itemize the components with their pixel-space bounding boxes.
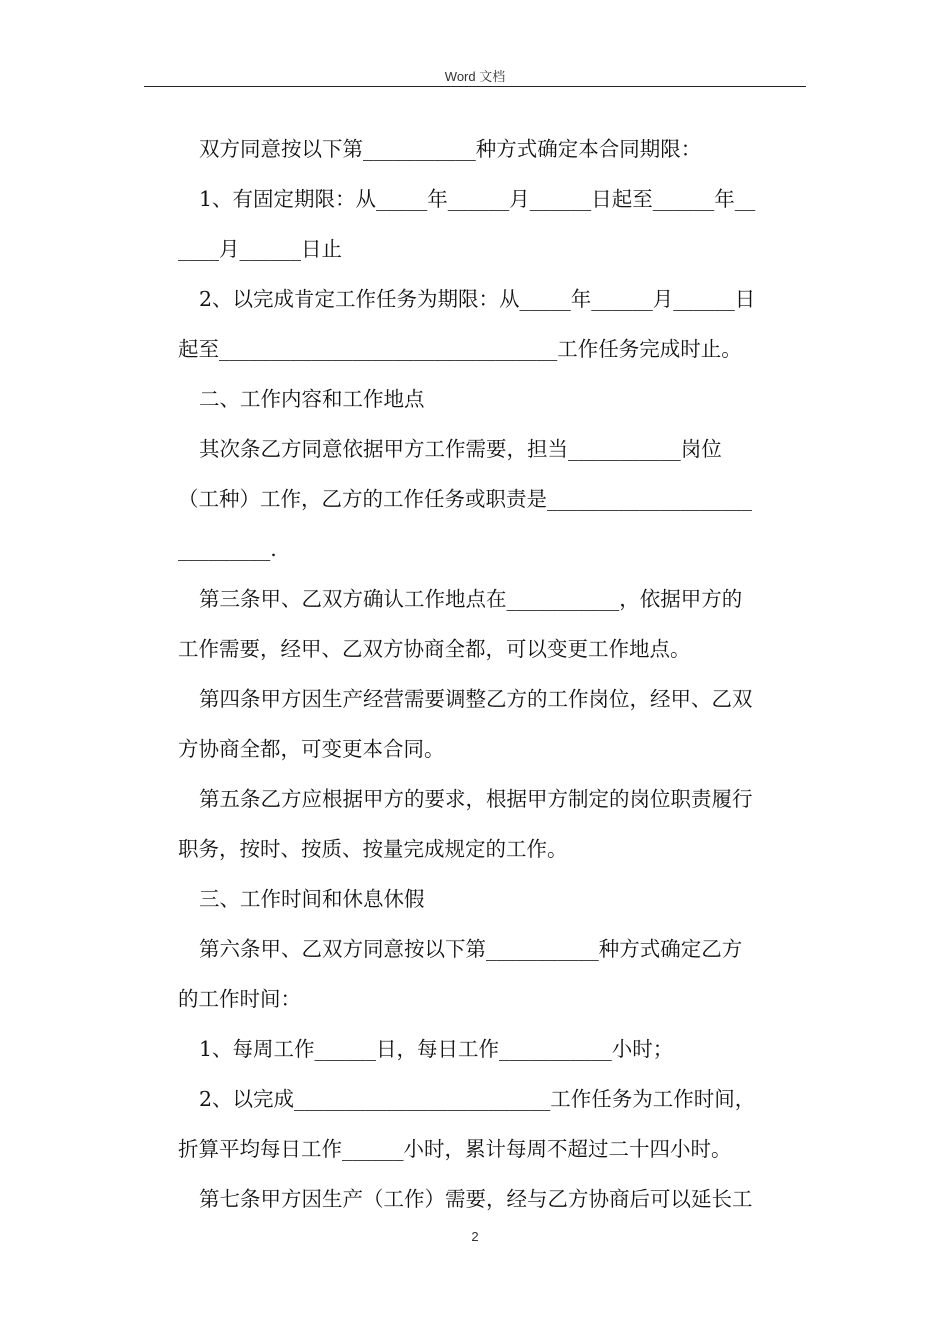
- text-line: 第三条甲、乙双方确认工作地点在___________，依据甲方的: [199, 587, 743, 611]
- section-heading: 二、工作内容和工作地点: [199, 387, 425, 411]
- text-line: 2、以完成肯定工作任务为期限：从_____年______月______日: [199, 287, 756, 311]
- text-line: _________.: [178, 537, 277, 561]
- text-line: 第七条甲方因生产（工作）需要，经与乙方协商后可以延长工: [199, 1187, 753, 1211]
- page-number: 2: [471, 1229, 479, 1244]
- text-line: （工种）工作，乙方的工作任务或职责是____________________: [178, 487, 752, 511]
- text-line: 工作需要，经甲、乙双方协商全都，可以变更工作地点。: [178, 637, 691, 661]
- text-line: 起至_________________________________工作任务完成时止。: [178, 337, 742, 361]
- text-line: 2、以完成_________________________工作任务为工作时间，: [199, 1087, 756, 1111]
- text-line: 第六条甲、乙双方同意按以下第___________种方式确定乙方: [199, 937, 743, 961]
- text-line: 双方同意按以下第___________种方式确定本合同期限：: [199, 137, 702, 161]
- section-heading: 三、工作时间和休息休假: [199, 887, 425, 911]
- header-divider: [144, 86, 806, 87]
- text-line: 1、每周工作______日，每日工作___________小时；: [199, 1037, 674, 1061]
- text-line: ____月______日止: [178, 237, 342, 261]
- document-body: [178, 124, 804, 1224]
- text-line: 的工作时间：: [178, 987, 301, 1011]
- text-line: 其次条乙方同意依据甲方工作需要，担当___________岗位: [199, 437, 722, 461]
- text-line: 第四条甲方因生产经营需要调整乙方的工作岗位，经甲、乙双: [199, 687, 753, 711]
- text-line: 折算平均每日工作______小时，累计每周不超过二十四小时。: [178, 1137, 732, 1161]
- page-header: Word 文档: [444, 69, 506, 84]
- text-line: 1、有固定期限：从_____年______月______日起至______年__: [199, 187, 756, 211]
- text-line: 第五条乙方应根据甲方的要求，根据甲方制定的岗位职责履行: [199, 787, 753, 811]
- text-line: 方协商全都，可变更本合同。: [178, 737, 445, 761]
- text-line: 职务，按时、按质、按量完成规定的工作。: [178, 837, 568, 861]
